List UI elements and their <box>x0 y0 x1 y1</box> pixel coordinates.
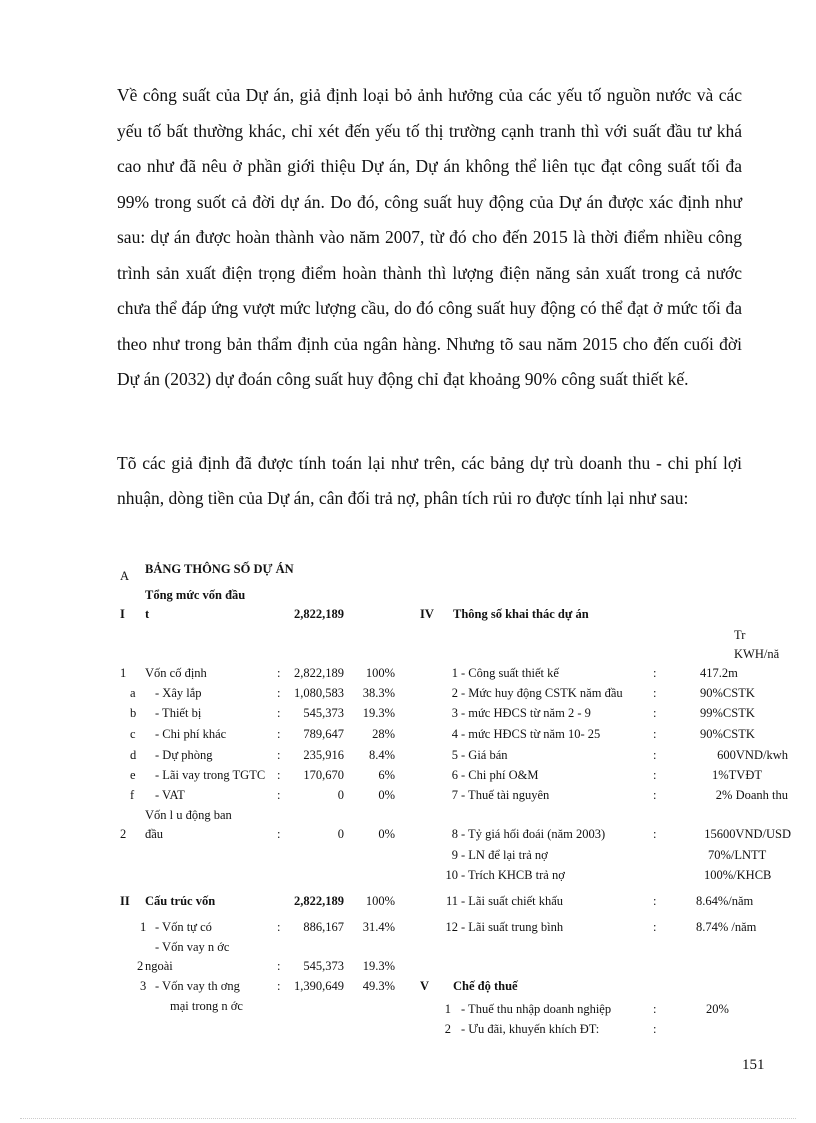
row-label: - Giá bán <box>461 748 508 762</box>
row-value: 600VND/kwh <box>717 748 788 762</box>
row-value: 545,373 <box>303 706 344 720</box>
row-value: 20% <box>706 1002 729 1016</box>
row-value: 417.2m <box>700 666 738 680</box>
row-colon: : <box>653 768 657 782</box>
row-label: - Chi phí khác <box>155 727 227 741</box>
working-value: 0 <box>337 827 344 841</box>
row-label: - VAT <box>155 788 185 802</box>
row-value: 90%CSTK <box>700 686 755 700</box>
row-label: - Trích KHCB trả nợ <box>461 868 565 882</box>
paragraph-capacity: Về công suất của Dự án, giả định loại bỏ ảnh hưởng của các yếu tố nguồn nước và các yếu tố bất thường khác, chỉ xét đến yếu tố thị trường cạnh tranh thì với suất đầu tư khá cao như đã nêu ở phần giới thiệu Dự án, Dự án không thể liên tục đạt công suất tối đa 99% trong suốt cả đời dự án. Do đó, công suất huy động của Dự án được xác định như sau: dự án được hoàn thành vào năm 2007, từ đó cho đến 2015 là thời điểm nhiều công trình sản xuất điện trọng điểm hoàn thành thì lượng điện năng sản xuất trong cả nước chưa thể đáp ứng vượt mức lượng cầu, do đó công suất huy động có thể đạt ở mức tối đa theo như trong bản thẩm định của ngân hàng. Nhưng tõ sau năm 2015 cho đến cuối đời Dự án (2032) dự đoán công suất huy động chỉ đạt khoảng 90% công suất thiết kế. <box>117 85 742 389</box>
row-colon: : <box>653 788 657 802</box>
row-colon: : <box>277 727 281 741</box>
row-label: - Thuế tài nguyên <box>461 788 550 802</box>
row-value: 8.64%/năm <box>696 894 754 908</box>
row-label-line1: - Vốn vay th ơng <box>155 979 240 993</box>
row-num: 9 <box>451 848 458 862</box>
row-pct: 38.3% <box>362 686 395 700</box>
row-label-line2: mại trong n ớc <box>170 999 243 1013</box>
row-colon: : <box>277 788 281 802</box>
row-value: 0 <box>337 788 344 802</box>
row-label: - Chi phí O&M <box>461 768 539 782</box>
row-value: 886,167 <box>303 920 344 934</box>
row-label: - Lãi suất chiết khấu <box>461 894 564 908</box>
row-colon: : <box>277 768 281 782</box>
row-colon: : <box>653 920 657 934</box>
row-label: - Thiết bị <box>155 706 202 720</box>
row-colon: : <box>277 959 281 973</box>
row-value: 2% Doanh thu <box>715 788 788 802</box>
total-num: I <box>120 607 125 621</box>
row-colon: : <box>653 666 657 680</box>
row-num: 1 <box>451 666 458 680</box>
total-label-line1: Tổng mức vốn đầu <box>145 588 246 602</box>
row-label: - mức HĐCS từ năm 2 - 9 <box>461 706 591 720</box>
fixed-value: 2,822,189 <box>294 666 344 680</box>
row-label: - Lãi vay trong TGTC <box>155 768 266 782</box>
row-value: 789,647 <box>303 727 344 741</box>
row-label: - Xây lắp <box>155 686 202 700</box>
row-num: c <box>130 727 136 741</box>
row-label: - Lãi suất trung bình <box>461 920 564 934</box>
ops-num: IV <box>420 607 434 621</box>
row-value: 99%CSTK <box>700 706 755 720</box>
row-num: 4 <box>451 727 458 741</box>
page-number: 151 <box>742 1057 765 1073</box>
row-num: 12 <box>445 920 458 934</box>
row-label: - LN để lại trả nợ <box>461 848 548 862</box>
row-value: 8.74% /năm <box>696 920 757 934</box>
row-label: - Mức huy động CSTK năm đầu <box>461 686 623 700</box>
row-value: 100%/KHCB <box>704 868 772 882</box>
row-colon: : <box>277 979 281 993</box>
row-colon: : <box>653 748 657 762</box>
row-colon: : <box>653 686 657 700</box>
row-num: 6 <box>451 768 458 782</box>
row-pct: 28% <box>372 727 395 741</box>
row-colon: : <box>653 706 657 720</box>
row-value: 1%TVĐT <box>712 768 762 782</box>
tax-title: Chế độ thuế <box>453 979 518 993</box>
row-value: 15600VND/USD <box>704 827 791 841</box>
row-colon: : <box>277 706 281 720</box>
row-label-line1: - Vốn vay n ớc <box>155 940 230 954</box>
fixed-colon: : <box>277 666 281 680</box>
row-num: b <box>130 706 137 720</box>
working-colon: : <box>277 827 281 841</box>
working-label-line1: Vốn l u động ban <box>145 808 232 822</box>
total-label-line2: t <box>145 607 150 621</box>
row-num: 1 <box>140 920 147 934</box>
row-num: 2 <box>444 1022 451 1036</box>
row-value: 170,670 <box>303 768 344 782</box>
row-num: 3 <box>451 706 458 720</box>
row-colon: : <box>277 920 281 934</box>
row-num: a <box>130 686 136 700</box>
row-value: 1,080,583 <box>294 686 344 700</box>
page-bottom-divider <box>20 1118 796 1119</box>
ops-unit-line2: KWH/nă <box>734 647 780 661</box>
row-colon: : <box>277 686 281 700</box>
row-colon: : <box>653 727 657 741</box>
row-num: 10 <box>445 868 458 882</box>
row-num: 1 <box>444 1002 451 1016</box>
row-label: - Vốn tự có <box>155 920 212 934</box>
fixed-pct: 100% <box>365 666 395 680</box>
row-colon: : <box>653 1022 657 1036</box>
ops-unit-line1: Tr <box>734 628 746 642</box>
row-num: 5 <box>451 748 458 762</box>
row-pct: 49.3% <box>362 979 395 993</box>
row-label: - Ưu đãi, khuyến khích ĐT: <box>461 1022 600 1036</box>
row-value: 70%/LNTT <box>708 848 767 862</box>
structure-value: 2,822,189 <box>294 894 344 908</box>
section-title: BẢNG THÔNG SỐ DỰ ÁN <box>145 562 294 576</box>
structure-pct: 100% <box>365 894 395 908</box>
working-num: 2 <box>120 827 127 841</box>
row-pct: 0% <box>378 788 395 802</box>
row-value: 235,916 <box>303 748 344 762</box>
row-num: 8 <box>451 827 458 841</box>
row-num: 3 <box>140 979 147 993</box>
row-pct: 31.4% <box>362 920 395 934</box>
row-colon: : <box>277 748 281 762</box>
row-pct: 19.3% <box>362 959 395 973</box>
row-colon: : <box>653 894 657 908</box>
row-label: - Tỷ giá hối đoái (năm 2003) <box>461 827 606 841</box>
tax-num: V <box>420 979 430 993</box>
row-label: - Công suất thiết kế <box>461 666 559 680</box>
row-num: 2 <box>451 686 458 700</box>
working-label-line2: đầu <box>145 827 164 841</box>
working-pct: 0% <box>378 827 395 841</box>
total-value: 2,822,189 <box>294 607 344 621</box>
row-pct: 19.3% <box>362 706 395 720</box>
row-num: 2 <box>137 959 144 973</box>
row-num: d <box>130 748 137 762</box>
structure-num: II <box>120 894 130 908</box>
row-colon: : <box>653 1002 657 1016</box>
row-value: 545,373 <box>303 959 344 973</box>
paragraph-assumptions: Tõ các giả định đã được tính toán lại như trên, các bảng dự trù doanh thu - chi phí lợi nhuận, dòng tiền của Dự án, cân đối trả nợ, phân tích rủi ro được tính lại như sau: <box>117 453 742 508</box>
row-label: - Thuế thu nhập doanh nghiệp <box>461 1002 612 1016</box>
row-num: 11 <box>445 894 458 908</box>
row-pct: 6% <box>378 768 395 782</box>
structure-label: Cấu trúc vốn <box>145 894 216 908</box>
row-colon: : <box>653 827 657 841</box>
row-label: - Dự phòng <box>155 748 213 762</box>
row-label-line2: ngoài <box>145 959 173 973</box>
row-num: f <box>130 788 135 802</box>
row-pct: 8.4% <box>368 748 395 762</box>
fixed-num: 1 <box>120 666 127 680</box>
row-value: 1,390,649 <box>294 979 344 993</box>
row-num: e <box>130 768 136 782</box>
row-label: - mức HĐCS từ năm 10- 25 <box>461 727 601 741</box>
ops-title: Thông số khai thác dự án <box>453 607 589 621</box>
row-num: 7 <box>451 788 458 802</box>
row-value: 90%CSTK <box>700 727 755 741</box>
fixed-label: Vốn cố định <box>145 666 207 680</box>
section-letter: A <box>120 569 130 583</box>
